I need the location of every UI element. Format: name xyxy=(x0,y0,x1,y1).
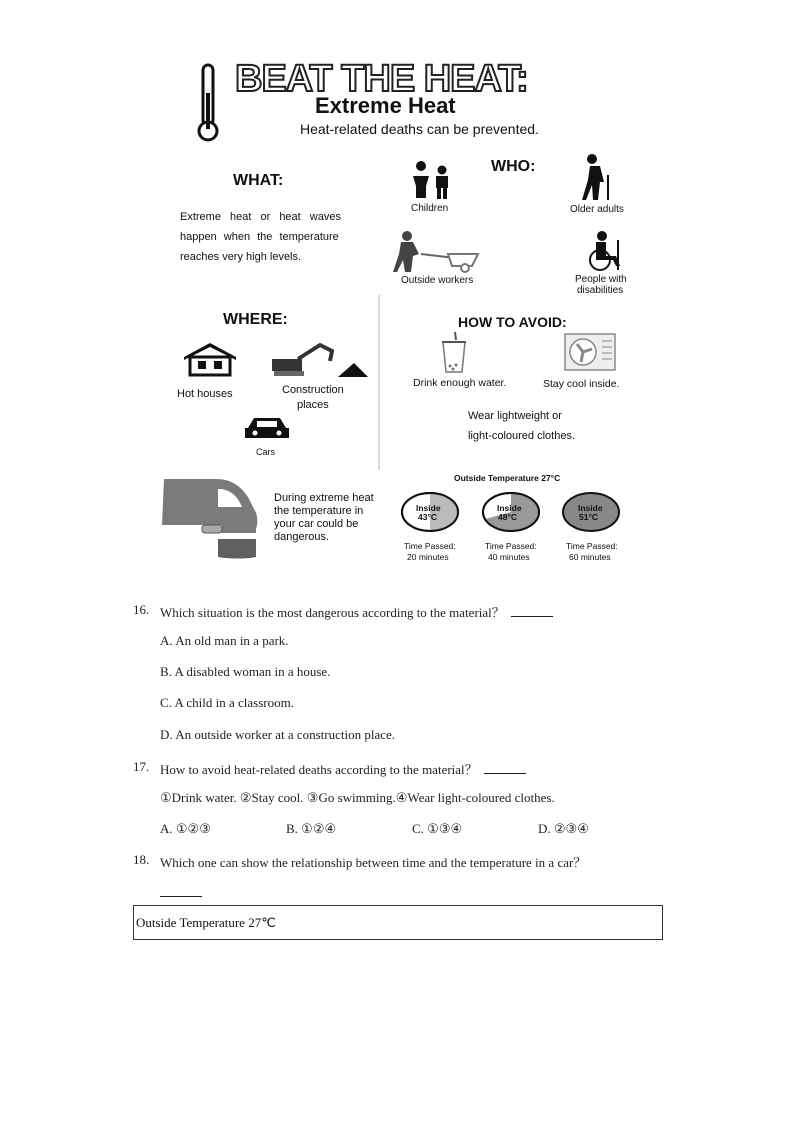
gauge-3-passed: Time Passed: xyxy=(566,541,618,551)
outside-workers-label: Outside workers xyxy=(401,275,474,286)
q17-number: 17. xyxy=(133,759,150,774)
q16-option-b[interactable]: B. A disabled woman in a house. xyxy=(160,664,331,679)
disabilities-label-2: disabilities xyxy=(577,285,624,296)
cars-label: Cars xyxy=(256,447,276,457)
what-line-1: Extreme heat or heat waves xyxy=(180,211,341,223)
older-adults-label: Older adults xyxy=(570,204,624,215)
poster-subtitle: Extreme Heat xyxy=(315,93,456,118)
air-conditioner-icon xyxy=(564,333,616,371)
poster-divider xyxy=(378,295,380,470)
car-text-2: the temperature in xyxy=(274,505,364,517)
gauge-2-passed: Time Passed: xyxy=(485,541,537,551)
hot-houses-label: Hot houses xyxy=(177,388,233,400)
excavator-icon xyxy=(270,341,370,377)
wear-line-1: Wear lightweight or xyxy=(468,410,562,422)
construction-label-1: Construction xyxy=(282,384,344,396)
gauge-1-temp: 43°C xyxy=(418,512,437,522)
car-side-icon xyxy=(162,475,260,561)
gauge-1-time: 20 minutes xyxy=(407,552,449,562)
outside-temperature-label: Outside Temperature 27°C xyxy=(454,473,561,483)
wheelchair-icon xyxy=(584,230,626,272)
poster-tagline: Heat-related deaths can be prevented. xyxy=(300,121,539,137)
drink-water-label: Drink enough water. xyxy=(413,377,507,389)
house-icon xyxy=(182,341,238,377)
poster-title: BEAT THE HEAT: xyxy=(235,58,528,100)
children-icon xyxy=(407,160,455,200)
q16-option-a[interactable]: A. An old man in a park. xyxy=(160,633,289,648)
q17-option-d[interactable]: D. ②③④ xyxy=(538,821,589,836)
disabilities-label-1: People with xyxy=(575,274,627,285)
where-heading: WHERE: xyxy=(223,311,288,328)
q17-option-a[interactable]: A. ①②③ xyxy=(160,821,211,836)
stay-cool-label: Stay cool inside. xyxy=(543,378,620,390)
children-label: Children xyxy=(411,203,449,214)
poster xyxy=(160,55,640,575)
q17-text: How to avoid heat-related deaths according to the material？ xyxy=(160,759,526,778)
gauge-2-temp: 48°C xyxy=(498,512,517,522)
construction-label-2: places xyxy=(297,399,329,411)
q16-option-d[interactable]: D. An outside worker at a construction place. xyxy=(160,727,396,742)
q18-answer-blank[interactable] xyxy=(160,884,202,897)
thermometer-icon xyxy=(195,63,221,143)
q18-box-text: Outside Temperature 27℃ xyxy=(136,915,276,930)
answer-blank[interactable] xyxy=(484,761,526,774)
gauge-3-temp: 51°C xyxy=(579,512,598,522)
q16-option-c[interactable]: C. A child in a classroom. xyxy=(160,695,294,710)
gauge-1-inside: Inside xyxy=(416,503,441,513)
gauge-2-inside: Inside xyxy=(497,503,522,513)
outside-worker-icon xyxy=(393,230,493,274)
gauge-3-inside: Inside xyxy=(578,503,603,513)
what-line-3: reaches very high levels. xyxy=(180,251,302,263)
q18-table-box xyxy=(133,905,663,940)
gauge-3-time: 60 minutes xyxy=(569,552,611,562)
q17-option-c[interactable]: C. ①③④ xyxy=(412,821,463,836)
q18-number: 18. xyxy=(133,852,150,867)
car-text-4: dangerous. xyxy=(274,531,330,543)
answer-blank[interactable] xyxy=(511,604,553,617)
how-heading: HOW TO AVOID: xyxy=(458,314,567,330)
q18-text: Which one can show the relationship between time and the temperature in a car？ xyxy=(160,855,587,870)
older-adult-icon xyxy=(580,153,620,201)
q16-number: 16. xyxy=(133,602,150,617)
what-heading: WHAT: xyxy=(233,172,284,189)
q17-items: ①Drink water. ②Stay cool. ③Go swimming.④Wear light-coloured clothes. xyxy=(160,790,555,805)
q17-option-b[interactable]: B. ①②④ xyxy=(286,821,337,836)
who-heading: WHO: xyxy=(491,158,536,175)
what-line-2: happen when the temperature xyxy=(180,231,339,243)
gauge-2-time: 40 minutes xyxy=(488,552,530,562)
car-icon xyxy=(244,416,290,442)
car-text-1: During extreme heat xyxy=(274,492,374,504)
drink-cup-icon xyxy=(441,332,467,374)
gauge-1-passed: Time Passed: xyxy=(404,541,456,551)
car-text-3: your car could be xyxy=(274,518,359,530)
wear-line-2: light-coloured clothes. xyxy=(468,430,576,442)
q16-text: Which situation is the most dangerous according to the material？ xyxy=(160,602,553,621)
